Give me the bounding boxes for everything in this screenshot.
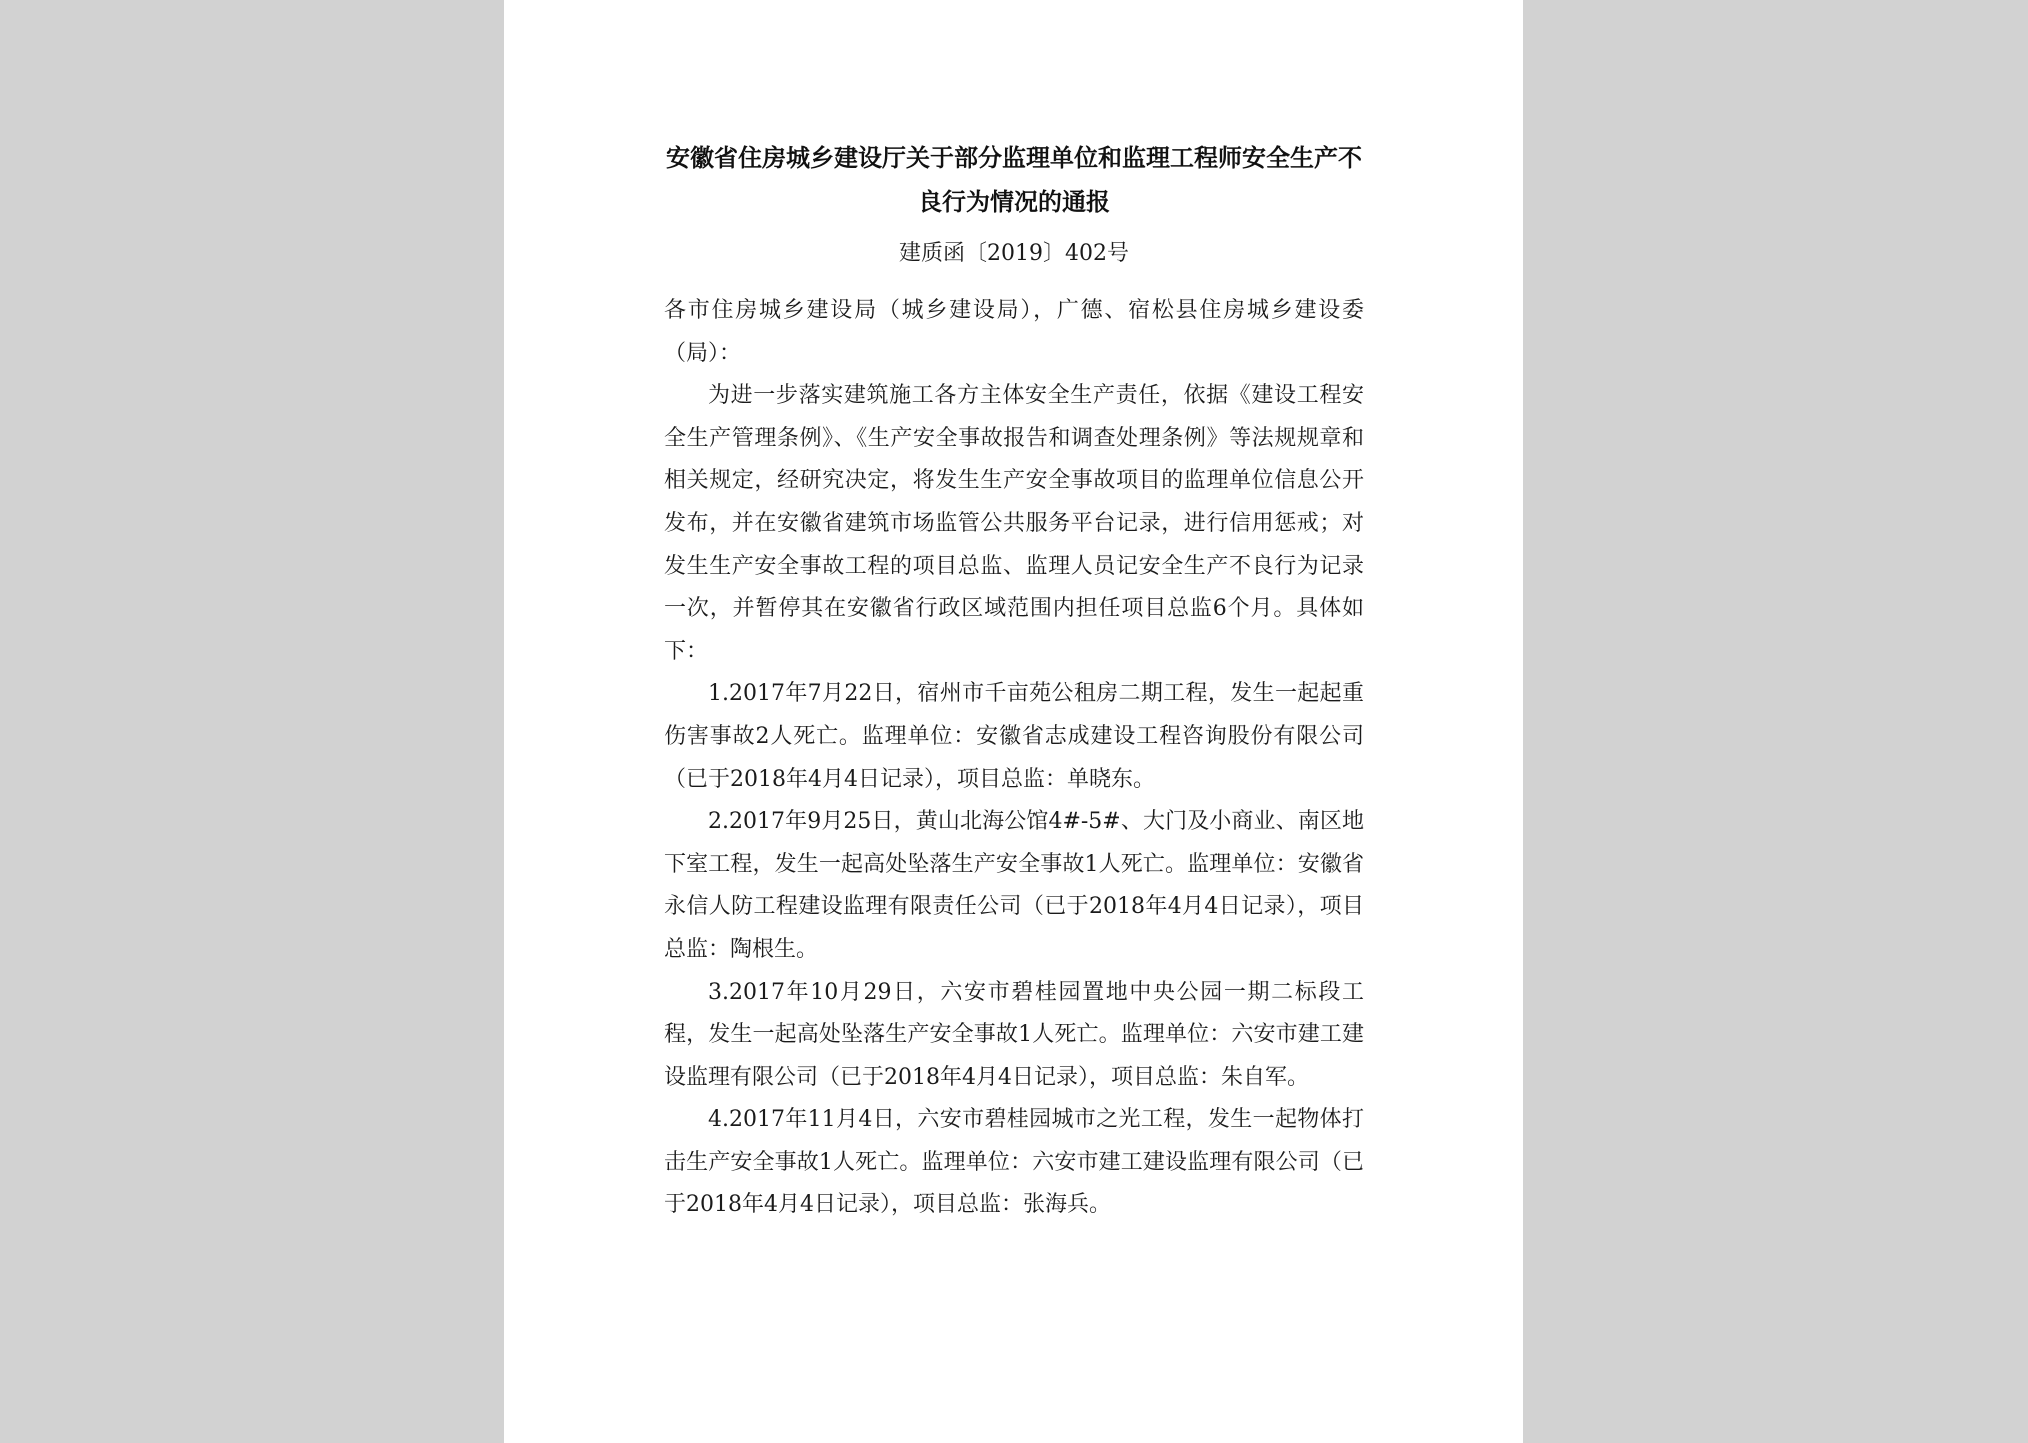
list-item: 1.2017年7月22日，宿州市千亩苑公租房二期工程，发生一起起重伤害事故2人死亡。监理单位：安徽省志成建设工程咨询股份有限公司（已于2018年4月4日记录），项目总监：单晓东。: [664, 681, 1364, 792]
document-content: [664, 136, 1364, 1227]
list-item: 3.2017年10月29日，六安市碧桂园置地中央公园一期二标段工程，发生一起高处坠落生产安全事故1人死亡。监理单位：六安市建工建设监理有限公司（已于2018年4月4日记录），项目总监：朱自军。: [664, 979, 1364, 1090]
intro-paragraph: 为进一步落实建筑施工各方主体安全生产责任，依据《建设工程安全生产管理条例》、《生产安全事故报告和调查处理条例》等法规规章和相关规定，经研究决定，将发生生产安全事故项目的监理单位信息公开发布，并在安徽省建筑市场监管公共服务平台记录，进行信用惩戒；对发生生产安全事故工程的项目总监、监理人员记安全生产不良行为记录一次，并暂停其在安徽省行政区域范围内担任项目总监6个月。具体如下：: [664, 383, 1364, 664]
document-page: [504, 0, 1523, 1443]
list-item: 4.2017年11月4日，六安市碧桂园城市之光工程，发生一起物体打击生产安全事故1人死亡。监理单位：六安市建工建设监理有限公司（已于2018年4月4日记录），项目总监：张海兵。: [664, 1107, 1364, 1218]
document-title: 安徽省住房城乡建设厅关于部分监理单位和监理工程师安全生产不良行为情况的通报: [666, 144, 1362, 216]
list-item: 2.2017年9月25日，黄山北海公馆4#-5#、大门及小商业、南区地下室工程，发生一起高处坠落生产安全事故1人死亡。监理单位：安徽省永信人防工程建设监理有限责任公司（已于2018年4月4日记录），项目总监：陶根生。: [664, 809, 1364, 962]
addressee: 各市住房城乡建设局（城乡建设局），广德、宿松县住房城乡建设委（局）：: [664, 298, 1364, 366]
document-number: 建质函〔2019〕402号: [899, 241, 1129, 266]
